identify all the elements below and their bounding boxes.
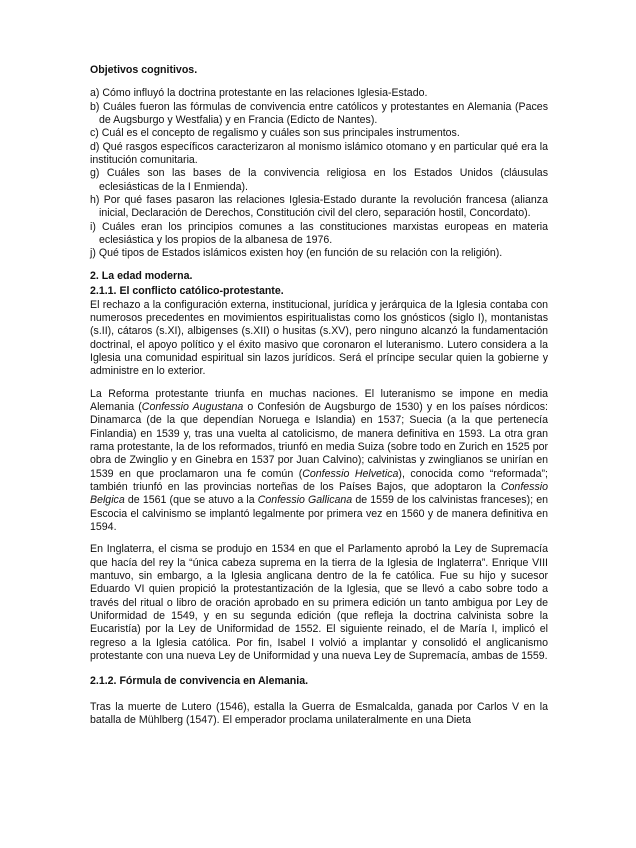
paragraph-2-text-4: de 1561 (que se atuvo a la bbox=[124, 494, 258, 507]
subsection-title-2: 2.1.2. Fórmula de convivencia en Alemania. bbox=[90, 675, 309, 688]
objective-c: c) Cuál es el concepto de regalismo y cuáles son sus principales instrumentos. bbox=[90, 127, 460, 140]
paragraph-2-italic-3: Confessio Belgica bbox=[90, 480, 548, 507]
paragraph-2 bbox=[90, 388, 548, 535]
objective-a: a) Cómo influyó la doctrina protestante en las relaciones Iglesia-Estado. bbox=[90, 87, 428, 100]
objective-j: j) Qué tipos de Estados islámicos existen hoy (en función de su relación con la religión). bbox=[90, 247, 503, 260]
objective-g: g) Cuáles son las bases de la convivencia religiosa en los Estados Unidos (cláusulas eclesiásticas de la I Enmienda). bbox=[90, 167, 548, 193]
paragraph-2-text-1: La Reforma protestante triunfa en muchas naciones. El luteranismo se impone en media Alemania ( bbox=[90, 387, 548, 413]
objectives-title: Objetivos cognitivos. bbox=[90, 64, 198, 76]
objective-b: b) Cuáles fueron las fórmulas de convivencia entre católicos y protestantes en Alemania (Paces de Augsburgo y Westfalia) y en Francia (Edicto de Nantes). bbox=[90, 100, 548, 127]
paragraph-4: Tras la muerte de Lutero (1546), estalla la Guerra de Esmalcalda, ganada por Carlos V en la batalla de Mühlberg (1547). El emperador proclama unilateralmente en una Dieta bbox=[90, 700, 548, 727]
paragraph-2-italic-1: Confessio Augustana bbox=[141, 400, 244, 413]
subsection-title-1: 2.1.1. El conflicto católico-protestante. bbox=[90, 285, 284, 298]
objective-h: h) Por qué fases pasaron las relaciones Iglesia-Estado durante la revolución francesa (alianza inicial, Declaración de Derechos, Constitución civil del clero, separación hostil, Concordato). bbox=[90, 194, 548, 220]
section-title: 2. La edad moderna. bbox=[90, 269, 193, 282]
paragraph-2-italic-2: Confessio Helvetica bbox=[302, 467, 399, 480]
document-page bbox=[90, 64, 548, 727]
objectives-list bbox=[90, 87, 548, 260]
paragraph-2-italic-4: Confessio Gallicana bbox=[257, 494, 353, 507]
objective-i: i) Cuáles eran los principios comunes a las constituciones marxistas europeas en materia eclesiástica y los propios de la albanesa de 1976. bbox=[90, 220, 548, 247]
paragraph-2-text-5: de 1559 de los calvinistas franceses); en Escocia el calvinismo se implantó legalmente por primera vez en 1560 y de manera definitiva en 1594. bbox=[90, 494, 548, 533]
paragraph-2-text-2: o Confesión de Augsburgo de 1530) y en los países nórdicos: Dinamarca (de la que dependían Noruega e Islandia) en 1537; Suecia (a la que pertenecía Finlandia) en 1539 y, tras una vuelta al catolicismo, de manera definitiva en 1593. La otra gran rama protestante, la de los reformados, triunfó en media Suiza (sobre todo en Zurich en 1525 por obra de Zwinglio y en Ginebra en 1537 por Juan Calvino); calvinistas y zwinglianos se unirían en 1539 en que proclamaron una fe común ( bbox=[90, 400, 549, 480]
paragraph-2-text-3: ), conocida como “reformada”; también triunfó en las provincias norteñas de los Países Bajos, que adoptaron la bbox=[90, 467, 548, 493]
paragraph-3: En Inglaterra, el cisma se produjo en 1534 en que el Parlamento aprobó la Ley de Supremacía que hacía del rey la “única cabeza suprema en la tierra de la Iglesia de Inglaterra”. Enrique VIII mantuvo, sin embargo, a la Iglesia anglicana dentro de la fe católica. Fue su hijo y sucesor Eduardo VI quien propició la protestantización de la Iglesia, que se llevó a cabo sobre todo a través del ritual o libro de oración aprobado en su primera edición un tanto ambigua por Ley de Uniformidad de 1549, y en su segunda edición (que refleja la doctrina calvinista sobre la Eucaristía) por la Ley de Uniformidad de 1552. El siguiente reinado, el de María I, implicó el regreso a la Iglesia católica. Por fin, Isabel I volvió a implantar y consolidó el anglicanismo protestante con una nueva Ley de Uniformidad y una nueva Ley de Supremacía, ambas de 1559. bbox=[90, 543, 548, 663]
objective-d: d) Qué rasgos específicos caracterizaron al monismo islámico otomano y en particular qué era la institución comunitaria. bbox=[90, 140, 548, 167]
paragraph-1: El rechazo a la configuración externa, institucional, jurídica y jerárquica de la Iglesia contaba con numerosos precedentes en movimientos espiritualistas como los gnósticos (siglo I), montanistas (s.II), cátaros (s.XI), albigenses (s.XII) o husitas (s.XV), pero ninguno alcanzó la fundamentación doctrinal, el apoyo político y el éxito masivo que coronaron el luteranismo. Lutero considera a la Iglesia una comunidad espiritual sin lazos jurídicos. Será el príncipe secular quien la gobierne y administre en lo exterior. bbox=[90, 298, 548, 378]
